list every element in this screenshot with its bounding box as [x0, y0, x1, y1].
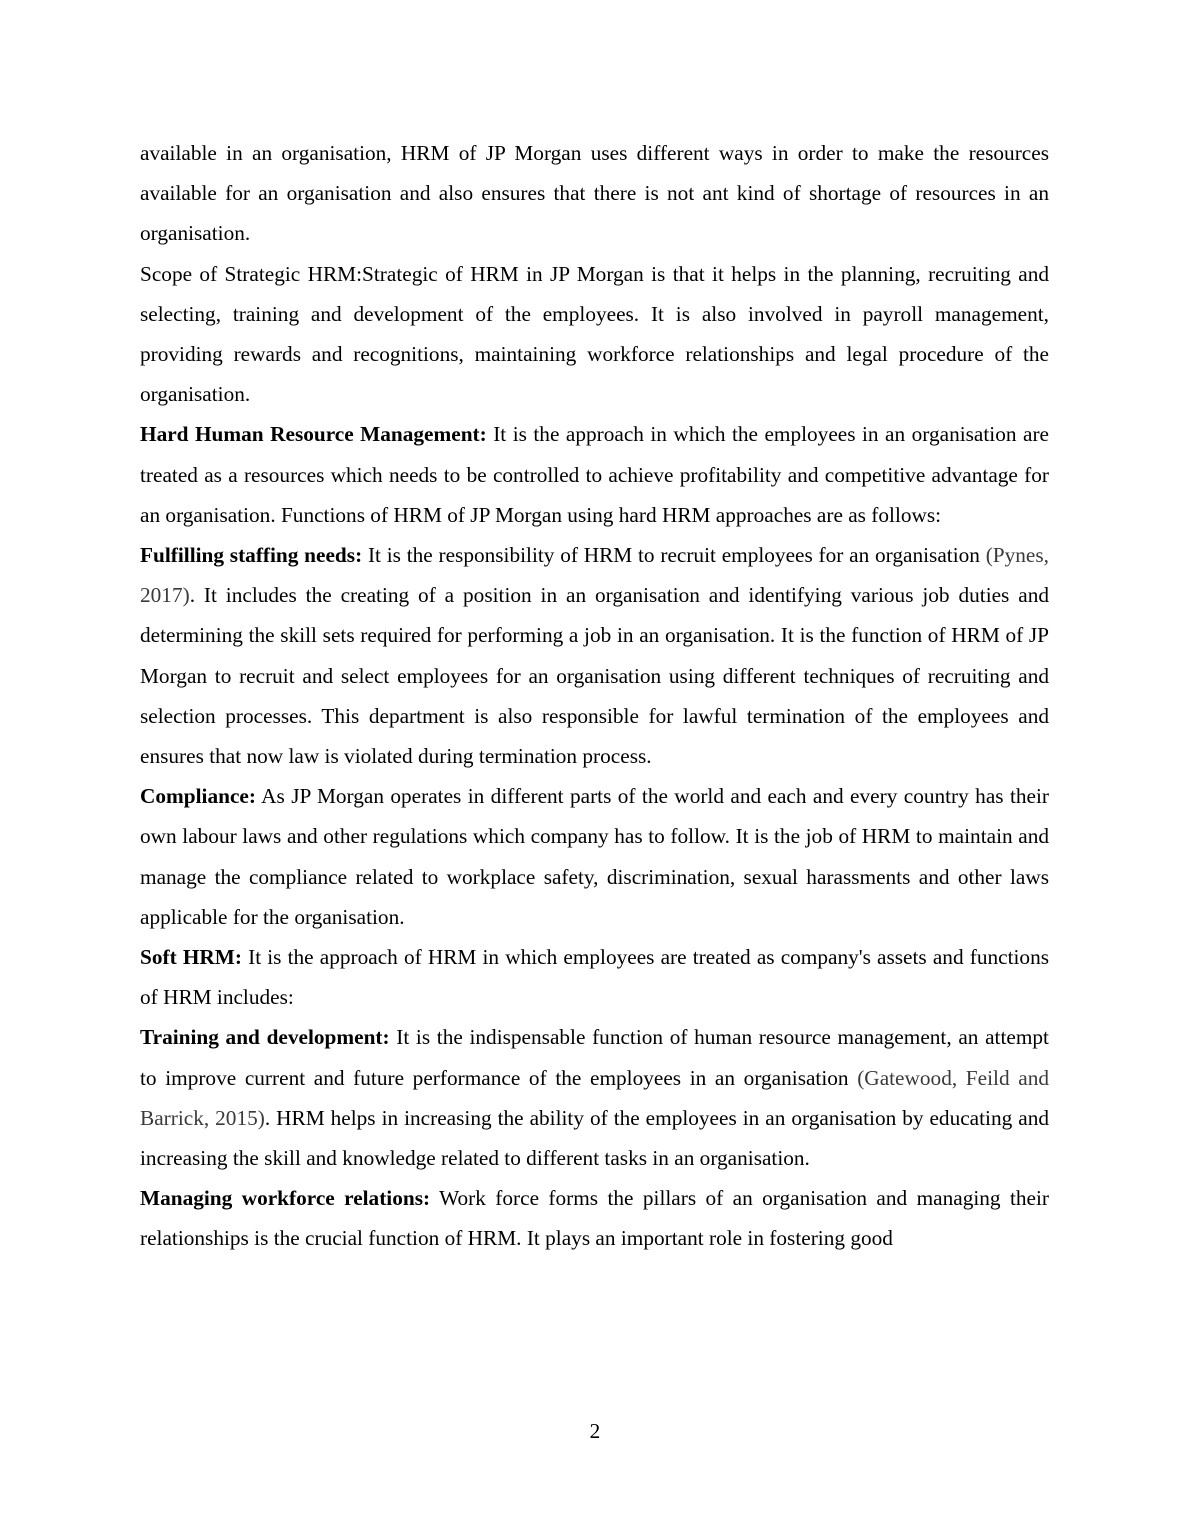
paragraph-training-development	[140, 1017, 1049, 1178]
paragraph-text: Work force forms the pillars of an organisation and managing their relationships is the crucial function of HRM. It plays an important role in fostering good	[140, 1186, 1049, 1251]
page-number: 2	[589, 1419, 601, 1443]
paragraph-heading: Fulfilling staffing needs:	[140, 543, 363, 568]
paragraph-text: . HRM helps in increasing the ability of the employees in an organisation by educating and increasing the skill and knowledge related to different tasks in an organisation.	[140, 1105, 1049, 1171]
paragraph-text: As JP Morgan operates in different parts of the world and each and every country has their own labour laws and other regulations which company has to follow. It is the job of HRM to maintain and manage the compliance related to workplace safety, discrimination, sexual harassments and other laws applicable for the organisation.	[140, 784, 1049, 929]
paragraph-staffing-needs	[140, 535, 1049, 776]
paragraph-text: It is the approach in which the employees in an organisation are treated as a resources which needs to be controlled to achieve profitability and competitive advantage for an organisation. Functions of HRM of JP Morgan using hard HRM approaches are as follows:	[140, 422, 1049, 527]
paragraph-text: It is the responsibility of HRM to recruit employees for an organisation	[362, 543, 986, 568]
paragraph-workforce-relations	[140, 1178, 1049, 1258]
paragraph-text: It is the indispensable function of human resource management, an attempt to improve current and future performance of the employees in an organisation	[140, 1025, 1049, 1090]
paragraph-text: It is the approach of HRM in which employees are treated as company's assets and functions of HRM includes:	[140, 945, 1050, 1010]
paragraph-text: available in an organisation, HRM of JP Morgan uses different ways in order to make the resources available for an organisation and also ensures that there is not ant kind of shortage of resources in an organisation.	[140, 141, 1049, 246]
citation: (Gatewood, Feild and Barrick, 2015)	[140, 1065, 1049, 1130]
paragraph-hard-hrm	[140, 414, 1049, 535]
paragraph-text: Scope of Strategic HRM:Strategic of HRM in JP Morgan is that it helps in the planning, recruiting and selecting, training and development of the employees. It is also involved in payroll management, providing rewards and recognitions, maintaining workforce relationships and legal procedure of the organisation.	[140, 261, 1049, 407]
citation: (Pynes, 2017)	[140, 543, 1049, 608]
paragraph-heading: Soft HRM:	[140, 945, 242, 970]
paragraph-text: . It includes the creating of a position in an organisation and identifying various job duties and determining the skill sets required for performing a job in an organisation. It is the function of HRM of JP Morgan to recruit and select employees for an organisation using different techniques of recruiting and selection processes. This department is also responsible for lawful termination of the employees and ensures that now law is violated during termination process.	[140, 583, 1049, 769]
paragraph-resources	[140, 133, 1049, 254]
paragraph-scope-strategic-hrm	[140, 254, 1049, 415]
paragraph-heading: Managing workforce relations:	[140, 1186, 431, 1211]
paragraph-heading: Compliance:	[140, 784, 256, 809]
page-body	[140, 133, 1049, 1259]
paragraph-compliance	[140, 776, 1049, 937]
paragraph-heading: Hard Human Resource Management:	[140, 422, 487, 447]
paragraph-soft-hrm	[140, 937, 1049, 1017]
paragraph-heading: Training and development:	[140, 1025, 390, 1050]
